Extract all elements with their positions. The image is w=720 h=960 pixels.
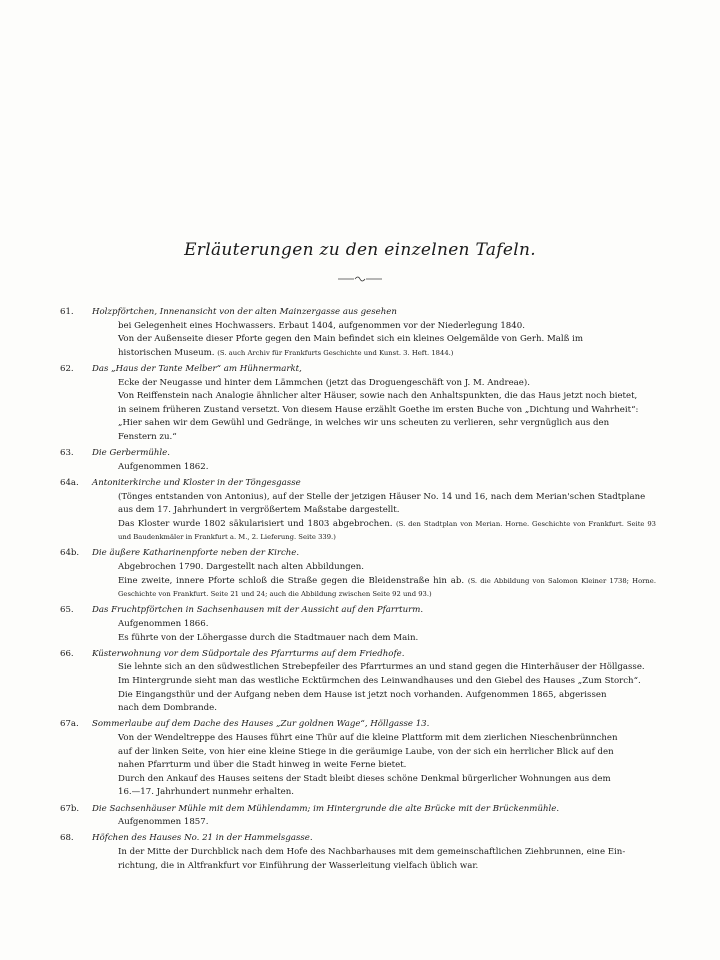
entry-line: nahen Pfarrturm und über die Stadt hinweg in weite Ferne bietet. [118, 760, 407, 771]
entry-number: 64a. [60, 477, 79, 488]
entry-64a [60, 477, 656, 545]
entry-heading: Die äußere Katharinenpforte neben der Kirche. [92, 548, 300, 559]
entry-line: Sie lehnte sich an den südwestlichen Strebepfeiler des Pfarrturmes an und stand gegen die Hinterhäuser der Höllgasse. [118, 662, 645, 673]
entry-heading: Antoniterkirche und Kloster in der Töngesgasse [92, 477, 301, 488]
entry-line: Fenstern zu.“ [118, 431, 177, 442]
entry-line: Die Eingangsthür und der Aufgang neben dem Hause ist jetzt noch vorhanden. Aufgenommen 1865, abgerissen [118, 689, 607, 700]
entry-line: richtung, die in Altfrankfurt vor Einführung der Wasserleitung vielfach üblich war. [118, 860, 479, 871]
entry-line [118, 518, 656, 545]
entry-number: 61. [60, 307, 74, 317]
entry-line: Ecke der Neugasse und hinter dem Lämmchen (jetzt das Droguengeschäft von J. M. Andreae). [118, 377, 530, 388]
entry-heading: Das „Haus der Tante Melber“ am Hühnermarkt, [92, 363, 302, 374]
entry-heading: Das Fruchtpförtchen in Sachsenhausen mit der Aussicht auf den Pfarrturm. [92, 605, 424, 616]
entry-line: In der Mitte der Durchblick nach dem Hofe des Nachbarhauses mit dem gemeinschaftlichen Ziehbrunnen, eine Ein- [118, 846, 626, 857]
entry-line: Aufgenommen 1866. [118, 619, 209, 630]
entry-line: Von der Wendeltreppe des Hauses führt eine Thür auf die kleine Plattform mit dem zierlichen Nieschenbrünnchen [118, 732, 618, 743]
entry-line: „Hier sahen wir dem Gewühl und Gedränge, in welches wir uns scheuten zu verlieren, sehr vergnüglich aus den [118, 418, 610, 429]
entry-67a [60, 718, 656, 800]
entry-line: Im Hintergrunde sieht man das westliche Ecktürmchen des Leinwandhauses und den Giebel des Hauses „Zum Storch“. [118, 676, 641, 686]
entry-number: 66. [60, 648, 74, 659]
entry-heading: Die Gerbermühle. [92, 448, 170, 459]
entry-line: Von der Außenseite dieser Pforte gegen den Main befindet sich ein kleines Oelgemälde von Gerh. Malß im [118, 334, 584, 345]
entry-heading: Küsterwohnung vor dem Südportale des Pfarrturms auf dem Friedhofe. [92, 648, 405, 659]
entry-line: bei Gelegenheit eines Hochwassers. Erbaut 1404, aufgenommen vor der Niederlegung 1840. [118, 320, 525, 331]
entry-66 [60, 648, 656, 716]
entry-line: Aufgenommen 1857. [118, 817, 209, 828]
entry-number: 67b. [60, 803, 80, 814]
entry-63 [60, 447, 656, 474]
page-title: Erläuterungen zu den einzelnen Tafeln. [184, 240, 536, 260]
entry-line: nach dem Dombrande. [118, 703, 218, 714]
entry-61 [60, 306, 656, 360]
entry-line: Abgebrochen 1790. Dargestellt nach alten Abbildungen. [118, 562, 364, 573]
entry-number: 63. [60, 448, 74, 459]
entry-line: aus dem 17. Jahrhundert in vergrößertem Maßstabe dargestellt. [118, 505, 400, 516]
entry-note: (S. auch Archiv für Frankfurts Geschichte und Kunst. 3. Heft. 1844.) [217, 348, 454, 357]
entry-line [118, 575, 656, 602]
entry-number: 67a. [60, 719, 79, 730]
entry-number: 62. [60, 363, 74, 374]
entry-line-text: Das Kloster wurde 1802 säkularisiert und 1803 abgebrochen. [118, 518, 393, 529]
entry-note: (S. die Abbildung von Salomon Kleiner 1738; Horne. Geschichte von Frankfurt. Seite 21 und 24; auch die Abbildung zwischen Seite 92 und 93.) [118, 576, 656, 599]
entry-heading: Holzpförtchen, Innenansicht von der alten Mainzergasse aus gesehen [92, 307, 397, 317]
entry-line-text: Eine zweite, innere Pforte schloß die Straße gegen die Bleidenstraße hin ab. [118, 575, 465, 586]
entries-list [60, 306, 656, 876]
entry-64b [60, 547, 656, 601]
entry-number: 68. [60, 833, 74, 844]
entry-line [118, 347, 656, 361]
entry-number: 64b. [60, 548, 80, 559]
entry-heading: Sommerlaube auf dem Dache des Hauses „Zur goldnen Wage“, Höllgasse 13. [92, 719, 430, 730]
entry-62 [60, 363, 656, 445]
entry-heading: Höfchen des Hauses No. 21 in der Hammelsgasse. [92, 833, 313, 844]
entry-line: Durch den Ankauf des Hauses seitens der Stadt bleibt dieses schöne Denkmal bürgerlicher Wohnungen aus dem [118, 773, 611, 784]
entry-line-text: historischen Museum. [118, 347, 215, 358]
entry-note: (S. den Stadtplan von Merian. Horne. Geschichte von Frankfurt. Seite 93 und Baudenkmäler in Frankfurt a. M., 2. Lieferung. Seite 339.) [118, 519, 656, 542]
entry-67b [60, 803, 656, 830]
entry-65 [60, 604, 656, 645]
entry-heading: Die Sachsenhäuser Mühle mit dem Mühlendamm; im Hintergrunde die alte Brücke mit der Brückenmühle. [92, 803, 560, 814]
entry-line: Von Reiffenstein nach Analogie ähnlicher alter Häuser, sowie nach den Anhaltspunkten, die das Haus jetzt noch bietet, [118, 391, 638, 402]
entry-line: (Tönges entstanden von Antonius), auf der Stelle der jetzigen Häuser No. 14 und 16, nach dem Merian'schen Stadtplane [118, 491, 646, 502]
entry-line: Es führte von der Löhergasse durch die Stadtmauer nach dem Main. [118, 632, 419, 643]
entry-line: auf der linken Seite, von hier eine kleine Stiege in die geräumige Laube, von der sich ein herrlicher Blick auf den [118, 746, 614, 757]
title-ornament [336, 274, 384, 284]
entry-68 [60, 832, 656, 873]
entry-line: 16.—17. Jahrhundert nunmehr erhalten. [118, 787, 294, 798]
entry-number: 65. [60, 605, 74, 616]
entry-line: Aufgenommen 1862. [118, 461, 209, 472]
entry-line: in seinem früheren Zustand versetzt. Von diesem Hause erzählt Goethe im ersten Buche von „Dichtung und Wahrheit“: [118, 404, 639, 415]
